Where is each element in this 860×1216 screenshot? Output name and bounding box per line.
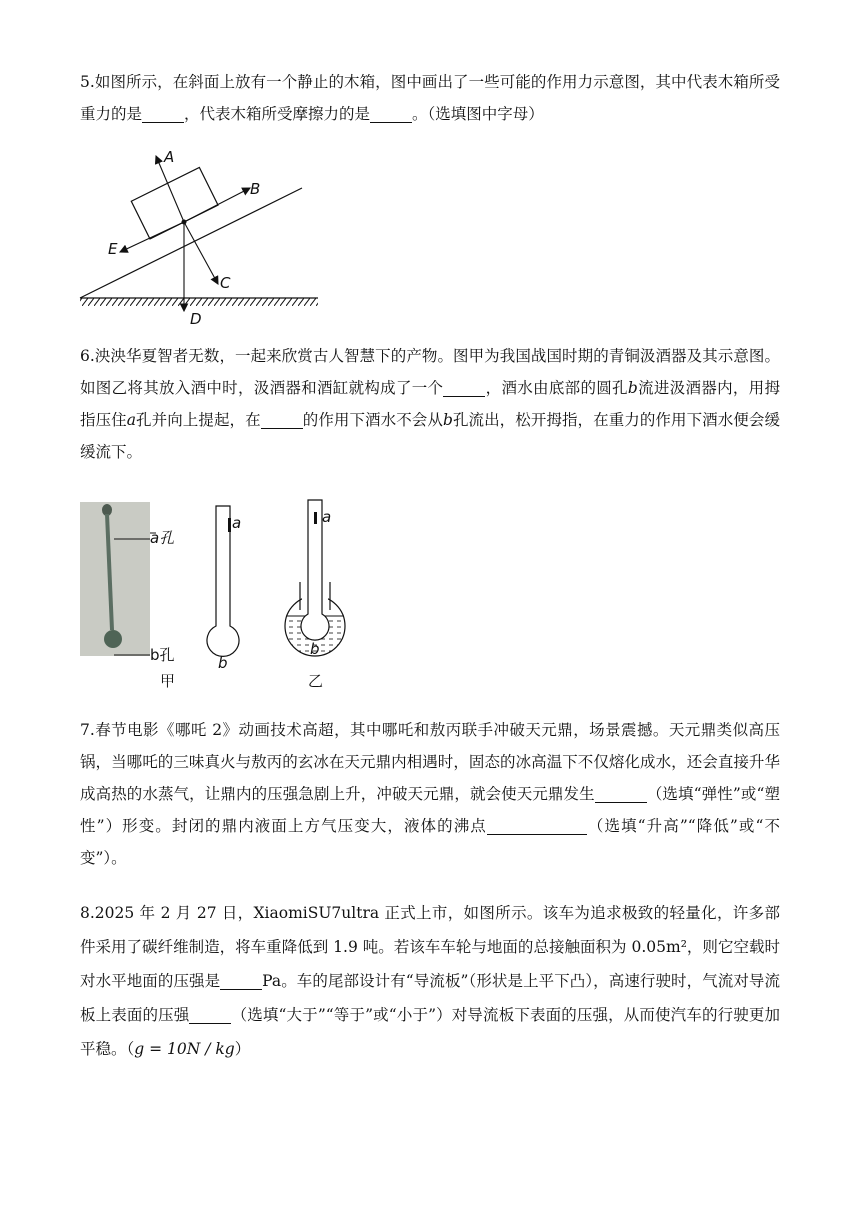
label-b: b [218,654,228,672]
bronze-wine-dipper-photo [80,502,150,656]
label-b-2: b [310,640,320,658]
label-B: B [250,180,261,198]
answer-blank[interactable] [370,104,412,123]
label-E: E [108,240,118,258]
answer-blank[interactable] [220,971,262,990]
label-jia: 甲 [160,672,176,690]
answer-blank[interactable] [443,378,485,397]
question-8 [80,896,780,1066]
dipper-in-jar-diagram [280,498,350,660]
question-6-text: 6.泱泱华夏智者无数，一起来欣赏古人智慧下的产物。图甲为我国战国时期的青铜汲酒器及其示意图。如图乙将其放入酒中时，汲酒器和酒缸就构成了一个 ，酒水由底部的圆孔b流进汲酒器内，用拇指压住a孔并向上提起，在 的作用下酒水不会从b孔流出，松开拇指，在重力的作用下酒水便会缓缓流下。 [80,347,780,461]
label-a-2: a [322,508,332,526]
question-5-text: 5.如图所示，在斜面上放有一个静止的木箱，图中画出了一些可能的作用力示意图，其中代表木箱所受重力的是 ，代表木箱所受摩擦力的是 。（选填图中字母） [80,73,780,123]
incline-force-diagram [76,146,326,331]
question-6 [80,340,780,468]
label-a-hole: a孔 [150,529,175,547]
label-A: A [164,148,175,166]
answer-blank[interactable] [487,816,587,835]
label-b-hole: b孔 [150,646,175,664]
question-7 [80,714,780,874]
question-5 [80,66,780,130]
dipper-schematic [200,504,250,664]
label-D: D [190,310,202,328]
answer-blank[interactable] [595,784,647,803]
label-C: C [220,274,231,292]
label-a: a [232,514,242,532]
answer-blank[interactable] [142,104,184,123]
label-yi: 乙 [308,672,324,690]
question-8-text: 8.2025 年 2 月 27 日，XiaomiSU7ultra 正式上市，如图所示。该车为追求极致的轻量化，许多部件采用了碳纤维制造，将车重降低到 1.9 吨。若该车车轮与地面的总接触面积为 0.05m²，则它空载时对水平地面的压强是 Pa。车的尾部设计有“导流板”（形状是上平下凸），高速行驶时，气流对导流板上表面的压强 （选填“大于”“等于”或“小于”）对导流板下表面的压强，从而使汽车的行驶更加平稳。（g = 10N / kg） [80,904,780,1058]
question-7-text: 7.春节电影《哪吒 2》动画技术高超，其中哪吒和敖丙联手冲破天元鼎，场景震撼。天元鼎类似高压锅，当哪吒的三味真火与敖丙的玄冰在天元鼎内相遇时，固态的冰高温下不仅熔化成水，还会直接升华成高热的水蒸气，让鼎内的压强急剧上升，冲破天元鼎，就会使天元鼎发生 （选填“弹性”或“塑性”）形变。封闭的鼎内液面上方气压变大，液体的沸点 （选填“升高”“降低”或“不变”）。 [80,721,780,867]
answer-blank[interactable] [261,410,303,429]
gravity-formula: g = 10N / kg [134,1040,235,1058]
answer-blank[interactable] [189,1005,231,1024]
